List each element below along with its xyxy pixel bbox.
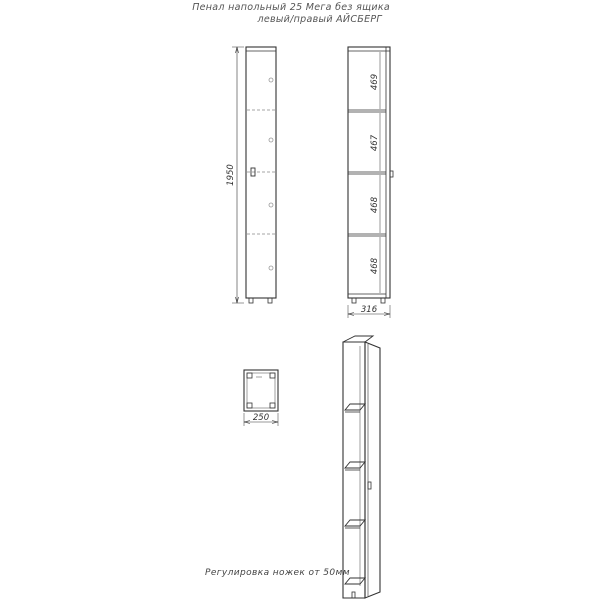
front-view [232,47,276,303]
leg-adjustment-note: Регулировка ножек от 50мм [205,568,350,578]
drawing-title: Пенал напольный 25 Мега без ящика [192,2,390,13]
isometric-view [343,336,380,598]
drawing-subtitle: левый/правый АЙСБЕРГ [257,14,382,25]
shelf-dimension-4: 468 [370,257,380,275]
depth-dimension-label: 316 [360,305,378,315]
shelf-dimension-3: 468 [370,196,380,214]
shelf-dimension-2: 467 [370,134,380,152]
door-handle-icon [368,482,371,489]
height-dimension-label: 1950 [226,164,236,186]
shelf-dimension-1: 469 [370,73,380,91]
width-dimension-label: 250 [252,413,270,423]
